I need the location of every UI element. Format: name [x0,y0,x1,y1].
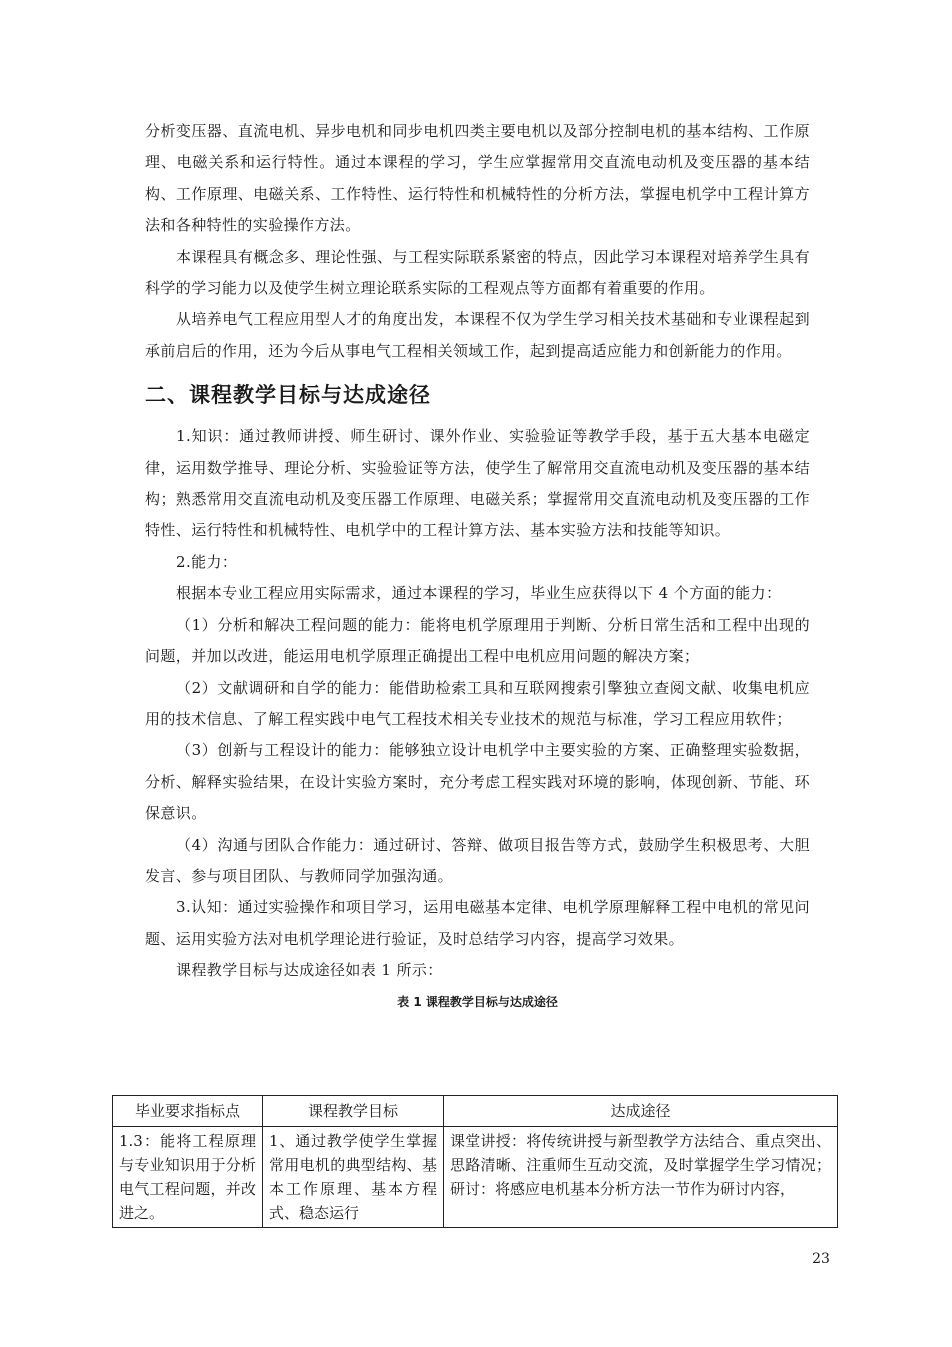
goals-table [112,1095,838,1228]
table-header-cell: 课程教学目标 [263,1096,444,1127]
paragraph: 分析变压器、直流电机、异步电机和同步电机四类主要电机以及部分控制电机的基本结构、工作原理、电磁关系和运行特性。通过本课程的学习，学生应掌握常用交直流电动机及变压器的基本结构、工作原理、电磁关系、工作特性、运行特性和机械特性的分析方法，掌握电机学中工程计算方法和各种特性的实验操作方法。 [145,122,810,235]
table-header-cell: 达成途径 [444,1096,838,1127]
table-caption: 表 1 课程教学目标与达成途径 [397,994,558,1009]
paragraph: （4）沟通与团队合作能力：通过研讨、答辩、做项目报告等方式，鼓励学生积极思考、大胆发言、参与项目团队、与教师同学加强沟通。 [145,835,810,885]
paragraph: 1.知识：通过教师讲授、师生研讨、课外作业、实验验证等教学手段，基于五大基本电磁定律，运用数学推导、理论分析、实验验证等方法，使学生了解常用交直流电动机及变压器的基本结构；熟悉常用交直流电动机及变压器工作原理、电磁关系；掌握常用交直流电动机及变压器的工作特性、运行特性和机械特性、电机学中的工程计算方法、基本实验方法和技能等知识。 [145,427,810,540]
table-header-cell: 毕业要求指标点 [113,1096,263,1127]
table-cell: 1、通过教学使学生掌握常用电机的典型结构、基本工作原理、基本方程式、稳态运行 [263,1127,444,1228]
paragraph: （2）文献调研和自学的能力：能借助检索工具和互联网搜索引擎独立查阅文献、收集电机应用的技术信息、了解工程实践中电气工程技术相关专业技术的规范与标准，学习工程应用软件； [145,678,810,728]
table-header-row [113,1096,838,1127]
page-number: 23 [812,1251,830,1267]
paragraph: 2.能力： [176,552,238,571]
section-heading: 二、课程教学目标与达成途径 [145,383,431,408]
table-cell: 1.3：能将工程原理与专业知识用于分析电气工程问题，并改进之。 [113,1127,263,1228]
paragraph: 本课程具有概念多、理论性强、与工程实际联系紧密的特点，因此学习本课程对培养学生具有科学的学习能力以及使学生树立理论联系实际的工程观点等方面都有着重要的作用。 [145,247,810,298]
paragraph: 根据本专业工程应用实际需求，通过本课程的学习，毕业生应获得以下 4 个方面的能力： [176,584,782,603]
paragraph: （1）分析和解决工程问题的能力：能将电机学原理用于判断、分析日常生活和工程中出现的问题，并加以改进，能运用电机学原理正确提出工程中电机应用问题的解决方案； [145,615,810,666]
document-body [145,116,810,1011]
table-cell: 课堂讲授：将传统讲授与新型教学方法结合、重点突出、思路清晰、注重师生互动交流，及时掌握学生学习情况；研讨：将感应电机基本分析方法一节作为研讨内容， [444,1127,838,1228]
paragraph: 课程教学目标与达成途径如表 1 所示： [176,961,443,980]
paragraph: 从培养电气工程应用型人才的角度出发，本课程不仅为学生学习相关技术基础和专业课程起到承前启后的作用，还为今后从事电气工程相关领域工作，起到提高适应能力和创新能力的作用。 [145,310,810,360]
paragraph: （3）创新与工程设计的能力：能够独立设计电机学中主要实验的方案、正确整理实验数据，分析、解释实验结果，在设计实验方案时，充分考虑工程实践对环境的影响，体现创新、节能、环保意识。 [145,741,810,823]
paragraph: 3.认知：通过实验操作和项目学习，运用电磁基本定律、电机学原理解释工程中电机的常见问题、运用实验方法对电机学理论进行验证，及时总结学习内容，提高学习效果。 [145,898,810,948]
table-row [113,1127,838,1228]
